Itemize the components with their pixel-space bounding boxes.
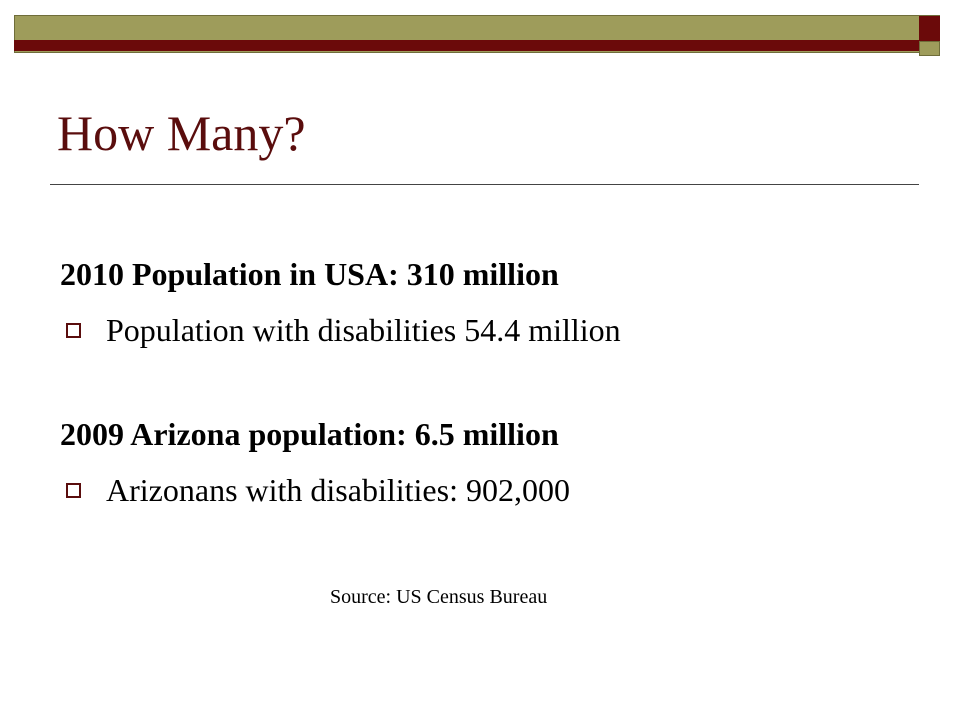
usa-population-heading: 2010 Population in USA: 310 million xyxy=(60,256,559,292)
header-corner-olive-block xyxy=(919,41,940,56)
hollow-square-bullet-icon xyxy=(66,323,81,338)
arizona-disabilities-text: Arizonans with disabilities: 902,000 xyxy=(106,472,570,508)
usa-disabilities-text: Population with disabilities 54.4 million xyxy=(106,312,621,348)
arizona-disabilities-bullet xyxy=(66,473,570,508)
arizona-population-heading: 2009 Arizona population: 6.5 million xyxy=(60,416,559,452)
source-citation: Source: US Census Bureau xyxy=(330,586,548,608)
slide-title: How Many? xyxy=(57,105,306,161)
header-band-maroon xyxy=(14,40,940,51)
hollow-square-bullet-icon xyxy=(66,483,81,498)
usa-disabilities-bullet xyxy=(66,313,621,348)
header-corner-maroon-block xyxy=(919,16,940,40)
title-divider xyxy=(50,184,919,185)
